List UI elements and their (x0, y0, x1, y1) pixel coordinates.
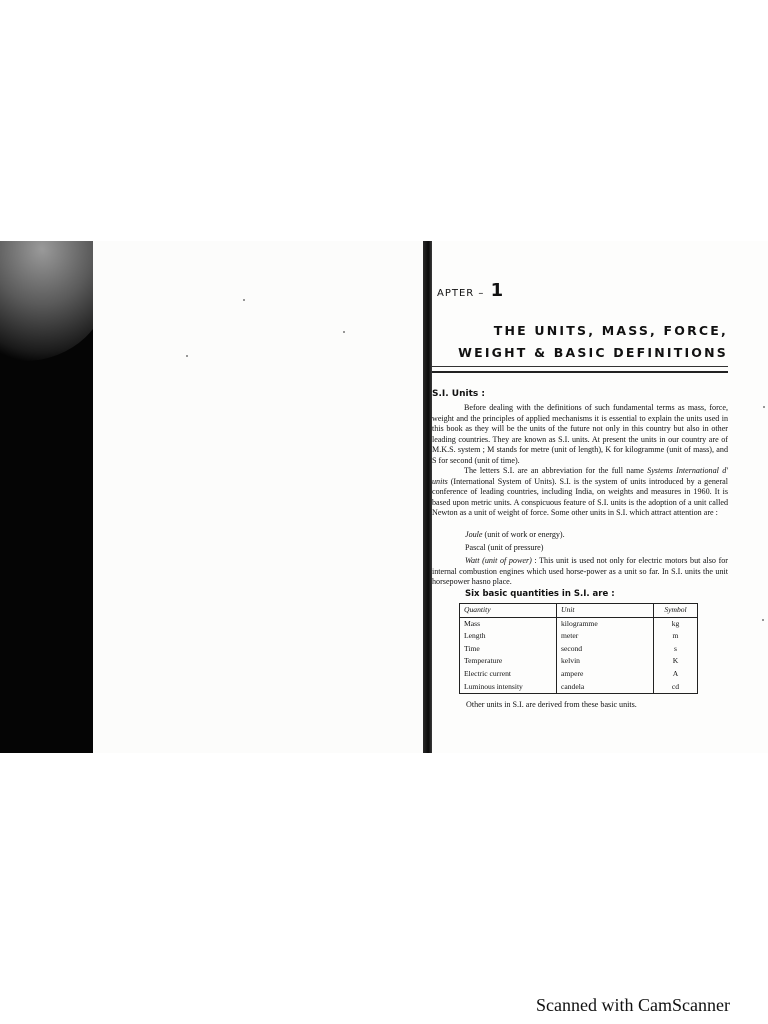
dust-speck (343, 331, 345, 333)
cell-unit: meter (557, 630, 654, 643)
joule-term: Joule (465, 530, 483, 539)
table-row (460, 681, 698, 694)
cell-quantity: Time (460, 643, 557, 656)
cell-symbol: cd (654, 681, 698, 694)
scan-shadow-edge (0, 241, 93, 753)
page-curl (0, 241, 93, 361)
table-row (460, 668, 698, 681)
header-unit: Unit (557, 604, 654, 618)
p2-start: The letters S.I. are an abbreviation for the full name (464, 466, 648, 475)
cell-quantity: Mass (460, 617, 557, 630)
cell-symbol: kg (654, 617, 698, 630)
chapter-label (437, 280, 504, 301)
cell-unit: kilogramme (557, 617, 654, 630)
header-quantity: Quantity (460, 604, 557, 618)
chapter-title (434, 320, 728, 364)
table-row (460, 630, 698, 643)
book-spine (423, 241, 432, 753)
joule-line (465, 530, 565, 541)
dust-speck (763, 406, 765, 408)
watt-paragraph (432, 556, 728, 588)
chapter-title-line1: THE UNITS, MASS, FORCE, (493, 323, 728, 338)
table-footnote: Other units in S.I. are derived from these basic units. (466, 700, 637, 709)
cell-quantity: Temperature (460, 655, 557, 668)
header-symbol: Symbol (654, 604, 698, 618)
table-row (460, 617, 698, 630)
cell-quantity: Length (460, 630, 557, 643)
dust-speck (243, 299, 245, 301)
cell-quantity: Luminous intensity (460, 681, 557, 694)
cell-unit: ampere (557, 668, 654, 681)
cell-unit: candela (557, 681, 654, 694)
cell-unit: kelvin (557, 655, 654, 668)
cell-symbol: K (654, 655, 698, 668)
cell-symbol: A (654, 668, 698, 681)
dust-speck (762, 619, 764, 621)
paragraph-si-definition (432, 466, 728, 519)
table-row (460, 643, 698, 656)
watt-desc: : This unit is used not only for electric motors but also for internal combustion engines which used horse-power as a unit so far. In S.I. units the unit horsepower hasno place. (432, 556, 729, 586)
dust-speck (186, 355, 188, 357)
cell-unit: second (557, 643, 654, 656)
pascal-line: Pascal (unit of pressure) (465, 543, 544, 552)
p2-emphasis: Systems International d' units (432, 466, 728, 486)
title-rule (432, 366, 728, 367)
section-heading: S.I. Units : (432, 389, 485, 399)
table-header-row (460, 604, 698, 618)
chapter-label-text: APTER – (437, 288, 485, 299)
cell-symbol: m (654, 630, 698, 643)
si-units-table (459, 603, 698, 694)
watt-term: Watt (unit of power) (465, 556, 532, 565)
p2-end: (International System of Units). S.I. is the system of units introduced by a general conference of leading countries, including India, on weights and measures in 1960. It is based upon metric units. A conspicuous feature of S.I. units is the adoption of a unit called Newton as a unit of weight of force. Some other units in S.I. which attract attention are : (432, 476, 728, 517)
left-blank-page (93, 241, 423, 753)
table-heading: Six basic quantities in S.I. are : (465, 589, 615, 599)
table-row (460, 655, 698, 668)
camscanner-watermark: Scanned with CamScanner (536, 995, 730, 1015)
chapter-title-line2: WEIGHT & BASIC DEFINITIONS (458, 345, 728, 360)
title-rule-thick (432, 371, 728, 373)
paragraph-intro: Before dealing with the definitions of such fundamental terms as mass, force, weight and the principles of applied mechanisms it is essential to explain the units used in this book as they will be the units of the future not only in this country but also in other leading countries. They are known as S.I. units. At present the units in our country are of M.K.S. system ; M stands for metre (unit of length), K for kilogramme (unit of mass), and S for second (unit of time). (432, 403, 728, 465)
chapter-number: 1 (490, 280, 505, 301)
cell-quantity: Electric current (460, 668, 557, 681)
cell-symbol: s (654, 643, 698, 656)
joule-desc: (unit of work or energy). (482, 530, 565, 539)
